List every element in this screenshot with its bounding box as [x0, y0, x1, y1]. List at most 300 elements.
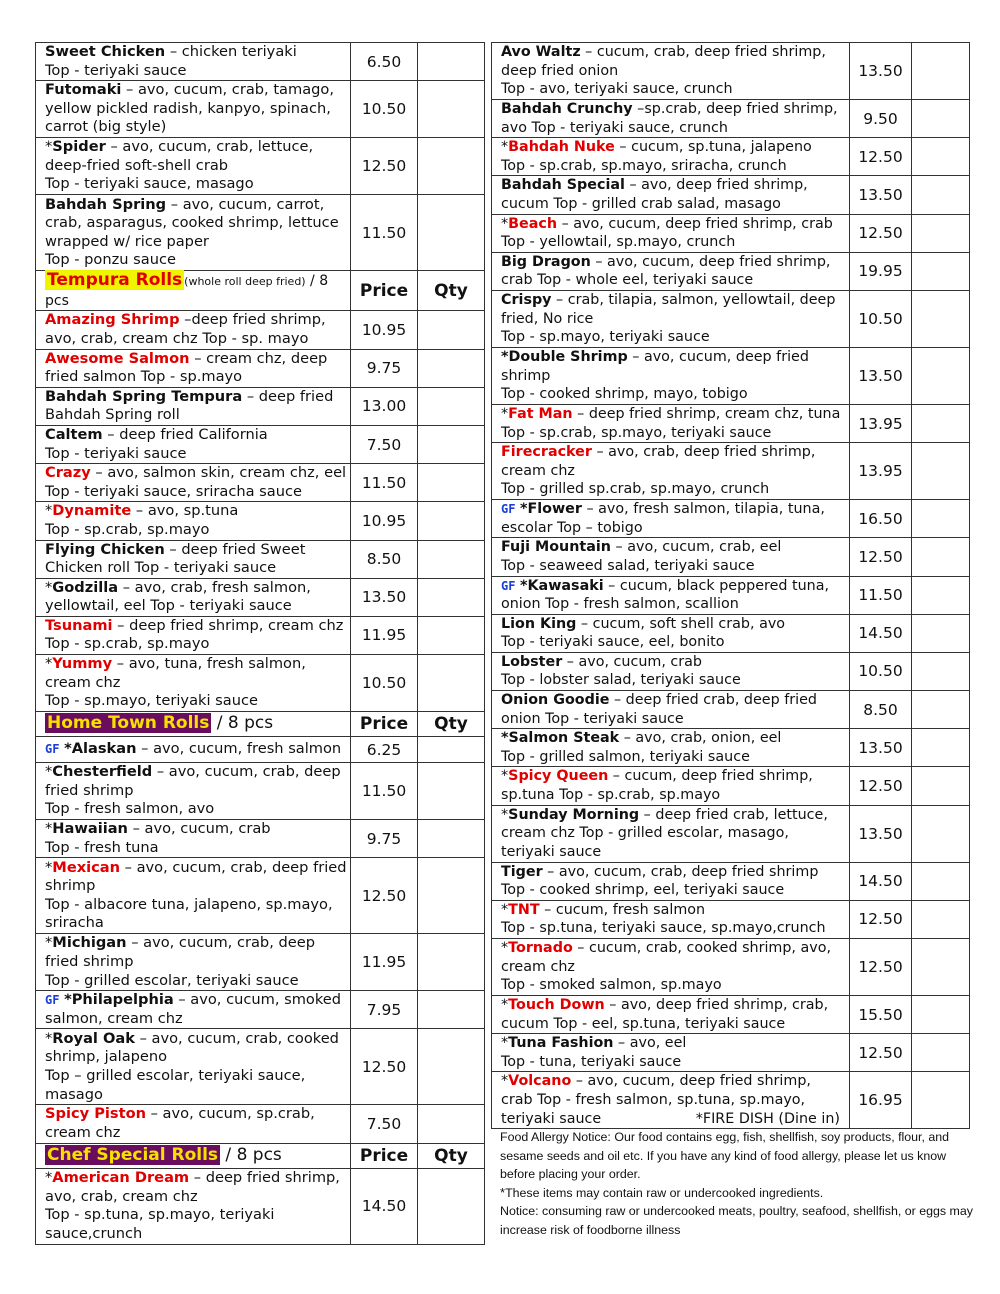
item-price: 12.50 — [850, 138, 912, 176]
item-topping: Top - albacore tuna, jalapeno, sp.mayo, sriracha — [45, 895, 333, 932]
item-name: Spider — [52, 138, 106, 156]
item-price: 15.50 — [850, 996, 912, 1034]
item-topping: Top - sp.mayo, teriyaki sauce — [501, 329, 710, 346]
item-topping: Top - grilled salmon, teriyaki sauce — [501, 748, 750, 765]
item-qty-cell[interactable] — [912, 538, 970, 576]
item-description-cell: *Tornado – cucum, crab, cooked shrimp, avo, cream chz Top - smoked salmon, sp.mayo — [492, 939, 850, 996]
menu-item-row — [36, 858, 485, 934]
item-price: 11.95 — [351, 934, 418, 991]
item-qty-cell[interactable] — [912, 43, 970, 100]
item-ingredients: – deep fried Bahdah Spring roll — [45, 387, 334, 424]
item-name: Michigan — [52, 934, 127, 952]
qty-header: Qty — [418, 1143, 485, 1168]
item-price: 10.50 — [850, 290, 912, 347]
item-description-cell: *Spicy Queen – cucum, deep fried shrimp, sp.tuna Top - sp.crab, sp.mayo — [492, 767, 850, 805]
menu-item-row — [492, 614, 970, 652]
menu-table-right — [491, 42, 970, 1129]
item-name: TNT — [508, 901, 540, 918]
item-price: 16.50 — [850, 500, 912, 538]
item-price: 10.95 — [351, 502, 418, 540]
chef-pcs: / 8 pcs — [220, 1144, 282, 1165]
item-name: Bahdah Special — [501, 177, 625, 194]
chef-section-title: Chef Special Rolls — [47, 1144, 219, 1165]
item-description-cell — [492, 500, 850, 538]
item-price: 12.50 — [850, 1034, 912, 1072]
item-qty-cell[interactable] — [418, 655, 485, 712]
item-qty-cell[interactable] — [912, 347, 970, 404]
item-price: 11.50 — [351, 763, 418, 820]
item-description-cell: *Fat Man – deep fried shrimp, cream chz, tuna Top - sp.crab, sp.mayo, teriyaki sauce — [492, 404, 850, 442]
item-topping: Top - fresh salmon, avo — [45, 800, 215, 818]
item-ingredients: – avo, cucum, carrot, crab, asparagus, cooked shrimp, lettuce wrapped w/ rice paper — [45, 195, 339, 250]
item-qty-cell[interactable] — [418, 502, 485, 540]
item-price: 19.95 — [850, 252, 912, 290]
item-topping: Top – grilled escolar, teriyaki sauce, masago — [45, 1066, 306, 1103]
item-price: 13.50 — [850, 805, 912, 862]
menu-item-row — [492, 691, 970, 729]
item-name: Crazy — [45, 464, 91, 482]
item-qty-cell[interactable] — [418, 1105, 485, 1143]
item-qty-cell[interactable] — [912, 443, 970, 500]
item-qty-cell[interactable] — [912, 767, 970, 805]
item-ingredients: – cucum, black peppered tuna, onion Top - fresh salmon, scallion — [501, 577, 830, 613]
item-name: Tiger — [501, 863, 543, 880]
item-description-cell — [36, 349, 351, 387]
item-ingredients: – avo, cucum, deep fried shrimp — [501, 349, 809, 384]
item-price: 10.50 — [850, 652, 912, 690]
item-description-cell — [36, 43, 351, 81]
menu-item-row — [492, 100, 970, 138]
item-ingredients: – deep fried crab, deep fried onion Top - teriyaki sauce — [501, 692, 817, 727]
item-price: 11.50 — [351, 195, 418, 271]
item-ingredients: – avo, cucum, deep fried shrimp, crab Top - whole eel, teriyaki sauce — [501, 253, 831, 289]
item-ingredients: – avo, cucum, fresh salmon — [136, 740, 342, 758]
item-name: Bahdah Spring Tempura — [45, 387, 243, 405]
item-price: 12.50 — [850, 214, 912, 252]
item-ingredients: –sp.crab, deep fried shrimp, avo Top - teriyaki sauce, crunch — [501, 101, 838, 136]
menu-item-row — [36, 464, 485, 502]
item-name: American Dream — [52, 1168, 190, 1186]
item-ingredients: – avo, cucum, deep fried shrimp, crab Top - yellowtail, sp.mayo, crunch — [501, 215, 833, 251]
menu-item-row — [492, 729, 970, 767]
item-description-cell: *TNT – cucum, fresh salmon Top - sp.tuna, teriyaki sauce, sp.mayo,crunch — [492, 900, 850, 938]
item-qty-cell[interactable] — [912, 900, 970, 938]
item-ingredients: – avo, eel — [613, 1035, 687, 1052]
item-name: *Philapelphia — [64, 991, 174, 1009]
item-topping: Top - sp.crab, sp.mayo, sriracha, crunch — [501, 157, 787, 174]
item-description-cell — [492, 691, 850, 729]
item-ingredients: – cucum, crab, cooked shrimp, avo, cream chz — [501, 940, 832, 975]
item-price: 8.50 — [850, 691, 912, 729]
item-description-cell — [492, 652, 850, 690]
menu-item-row — [36, 1105, 485, 1143]
menu-item-row — [36, 502, 485, 540]
item-topping: Top - teriyaki sauce, eel, bonito — [501, 634, 725, 651]
item-description-cell — [36, 991, 351, 1029]
item-description-cell: *Godzilla – avo, crab, fresh salmon, yellowtail, eel Top - teriyaki sauce — [36, 578, 351, 616]
item-qty-cell[interactable] — [912, 1072, 970, 1129]
item-topping: Top - grilled escolar, teriyaki sauce — [45, 971, 299, 989]
item-description-cell: *Royal Oak – avo, cucum, crab, cooked shrimp, jalapeno Top – grilled escolar, teriyaki sauce, masago — [36, 1029, 351, 1105]
item-extra-note: *FIRE DISH (Dine in) — [695, 1110, 840, 1127]
item-qty-cell[interactable] — [418, 195, 485, 271]
foodborne-notice: Notice: consuming raw or undercooked meats, poultry, seafood, shellfish, or eggs may increase risk of foodborne illness — [500, 1204, 973, 1237]
menu-item-row — [492, 1072, 970, 1129]
menu-item-row — [492, 538, 970, 576]
menu-item-row — [492, 347, 970, 404]
menu-item-row — [36, 616, 485, 654]
item-name: Avo Waltz — [501, 44, 581, 61]
menu-item-row — [36, 387, 485, 425]
item-name: Caltem — [45, 425, 103, 443]
item-ingredients: – avo, deep fried shrimp, cucum Top - grilled crab salad, masago — [501, 177, 808, 212]
item-ingredients: – cucum, fresh salmon — [539, 901, 706, 918]
item-qty-cell[interactable] — [418, 81, 485, 138]
item-price: 13.95 — [850, 443, 912, 500]
item-ingredients: – cucum, sp.tuna, jalapeno — [614, 139, 812, 156]
item-name: Fuji Mountain — [501, 539, 611, 556]
left-menu-column — [35, 42, 485, 1245]
item-description-cell: *Spider – avo, cucum, crab, lettuce, deep-fried soft-shell crab Top - teriyaki sauce, masago — [36, 138, 351, 195]
menu-item-row — [36, 737, 485, 763]
item-qty-cell[interactable] — [418, 858, 485, 934]
menu-item-row — [492, 1034, 970, 1072]
item-description-cell — [492, 100, 850, 138]
price-header: Price — [351, 1143, 418, 1168]
item-name: Spicy Queen — [508, 768, 609, 785]
item-topping: Top - seaweed salad, teriyaki sauce — [501, 557, 755, 574]
item-ingredients: – avo, cucum, crab, deep fried shrimp — [542, 863, 819, 880]
menu-item-row — [36, 425, 485, 463]
item-ingredients: – chicken teriyaki — [165, 43, 297, 60]
item-description-cell: *Tuna Fashion – avo, eel Top - tuna, teriyaki sauce — [492, 1034, 850, 1072]
item-name: Awesome Salmon — [45, 349, 190, 367]
item-topping: Top - smoked salmon, sp.mayo — [501, 977, 722, 994]
item-qty-cell[interactable] — [912, 805, 970, 862]
item-qty-cell[interactable] — [418, 540, 485, 578]
item-qty-cell[interactable] — [418, 991, 485, 1029]
menu-item-row — [492, 805, 970, 862]
item-qty-cell[interactable] — [912, 614, 970, 652]
item-description-cell: *Mexican – avo, cucum, crab, deep fried shrimp Top - albacore tuna, jalapeno, sp.mayo, sriracha — [36, 858, 351, 934]
item-name: Crispy — [501, 292, 552, 309]
item-name: Volcano — [508, 1073, 572, 1090]
item-name: *Kawasaki — [520, 577, 604, 594]
item-ingredients: – avo, cucum, sp.crab, cream chz — [45, 1105, 315, 1142]
menu-item-row — [492, 652, 970, 690]
chef-section-header — [36, 1143, 485, 1168]
item-qty-cell[interactable] — [912, 500, 970, 538]
item-qty-cell[interactable] — [912, 939, 970, 996]
item-topping: Top - lobster salad, teriyaki sauce — [501, 672, 741, 689]
item-description-cell — [492, 729, 850, 767]
item-ingredients: – avo, cucum, crab, lettuce, deep-fried soft-shell crab — [45, 138, 314, 174]
item-price: 7.50 — [351, 1105, 418, 1143]
item-name: Chesterfield — [52, 763, 153, 781]
item-qty-cell[interactable] — [912, 652, 970, 690]
item-description-cell: *Beach – avo, cucum, deep fried shrimp, crab Top - yellowtail, sp.mayo, crunch — [492, 214, 850, 252]
item-name: Tsunami — [45, 616, 113, 634]
item-name: Firecracker — [501, 444, 592, 461]
item-price: 10.50 — [351, 655, 418, 712]
item-qty-cell[interactable] — [418, 387, 485, 425]
item-price: 9.75 — [351, 349, 418, 387]
item-qty-cell[interactable] — [912, 290, 970, 347]
item-qty-cell[interactable] — [418, 820, 485, 858]
item-name: Sunday Morning — [508, 806, 640, 823]
item-qty-cell[interactable] — [418, 43, 485, 81]
item-price: 13.50 — [351, 578, 418, 616]
item-name: Godzilla — [52, 578, 119, 596]
item-qty-cell[interactable] — [912, 729, 970, 767]
item-ingredients: – cucum, deep fried shrimp, sp.tuna Top - sp.crab, sp.mayo — [501, 768, 813, 804]
menu-item-row — [36, 763, 485, 820]
item-ingredients: – deep fried shrimp, avo, crab, cream chz — [45, 1168, 340, 1205]
item-qty-cell[interactable] — [912, 576, 970, 614]
item-topping: Top - teriyaki sauce — [45, 61, 187, 79]
menu-item-row — [492, 138, 970, 176]
item-qty-cell[interactable] — [912, 138, 970, 176]
gluten-free-badge: GF — [45, 993, 60, 1008]
item-ingredients: – avo, cucum, crab, cooked shrimp, jalapeno — [45, 1029, 339, 1066]
item-price: 11.50 — [351, 464, 418, 502]
item-name: *Salmon Steak — [501, 730, 620, 747]
item-qty-cell[interactable] — [418, 464, 485, 502]
item-price: 13.50 — [850, 347, 912, 404]
allergy-notice: Food Allergy Notice: Our food contains egg, fish, shellfish, soy products, flour, and sesame seeds and oil etc. If you have any kind of food allergy, please let us know before placing your order. — [500, 1130, 950, 1182]
menu-item-row — [492, 43, 970, 100]
item-ingredients: – avo, cucum, deep fried shrimp, crab Top - fresh salmon, sp.tuna, sp.mayo, teriyaki sauce — [501, 1073, 811, 1127]
item-qty-cell[interactable] — [912, 1034, 970, 1072]
item-ingredients: – deep fried crab, lettuce, cream chz Top - grilled escolar, masago, teriyaki sauce — [501, 806, 828, 860]
item-name: Bahdah Crunchy — [501, 101, 633, 117]
item-description-cell: *Volcano – avo, cucum, deep fried shrimp, crab Top - fresh salmon, sp.tuna, sp.mayo, teriyaki sauce *FIRE DISH (Dine in) — [492, 1072, 850, 1129]
menu-item-row — [36, 820, 485, 858]
item-ingredients: – avo, fresh salmon, tilapia, tuna, escolar Top – tobigo — [501, 501, 825, 536]
item-topping: Top - sp.tuna, teriyaki sauce, sp.mayo,crunch — [501, 920, 826, 937]
item-name: Spicy Piston — [45, 1105, 146, 1123]
item-qty-cell[interactable] — [418, 763, 485, 820]
item-description-cell: *Chesterfield – avo, cucum, crab, deep fried shrimp Top - fresh salmon, avo — [36, 763, 351, 820]
item-ingredients: – avo, cucum, crab — [562, 653, 702, 670]
menu-item-row — [492, 252, 970, 290]
item-qty-cell[interactable] — [912, 252, 970, 290]
item-ingredients: – cream chz, deep fried salmon Top - sp.mayo — [45, 349, 328, 386]
item-price: 6.50 — [351, 43, 418, 81]
item-qty-cell[interactable] — [912, 214, 970, 252]
menu-item-row — [492, 290, 970, 347]
item-description-cell: *Michigan – avo, cucum, crab, deep fried shrimp Top - grilled escolar, teriyaki sauce — [36, 934, 351, 991]
hometown-pcs: / 8 pcs — [211, 713, 274, 734]
menu-item-row — [36, 540, 485, 578]
item-qty-cell[interactable] — [418, 578, 485, 616]
item-price: 12.50 — [351, 1029, 418, 1105]
item-name: Dynamite — [52, 502, 132, 520]
menu-item-row — [36, 349, 485, 387]
menu-item-row — [36, 195, 485, 271]
item-description-cell — [36, 311, 351, 349]
item-name: Onion Goodie — [501, 692, 610, 709]
item-ingredients: – avo, crab, deep fried shrimp, cream chz — [501, 444, 816, 479]
item-ingredients: – deep fried shrimp, cream chz, tuna Top - sp.crab, sp.mayo, teriyaki sauce — [501, 405, 841, 441]
menu-item-row — [492, 576, 970, 614]
menu-item-row — [36, 655, 485, 712]
item-description-cell — [36, 616, 351, 654]
qty-header: Qty — [418, 712, 485, 737]
item-description-cell: *Dynamite – avo, sp.tuna Top - sp.crab, sp.mayo — [36, 502, 351, 540]
hometown-section-header — [36, 712, 485, 737]
tempura-section-header — [36, 271, 485, 311]
qty-header: Qty — [418, 271, 485, 311]
item-price: 11.95 — [351, 616, 418, 654]
item-name: Lobster — [501, 653, 563, 670]
item-price: 12.50 — [351, 138, 418, 195]
item-ingredients: – cucum, soft shell crab, avo — [576, 615, 786, 632]
item-name: *Double Shrimp — [501, 349, 628, 366]
item-price: 13.50 — [850, 43, 912, 100]
item-qty-cell[interactable] — [418, 311, 485, 349]
item-description-cell — [492, 862, 850, 900]
item-description-cell — [36, 737, 351, 763]
item-name: Tornado — [508, 940, 573, 957]
item-description-cell — [492, 176, 850, 214]
menu-item-row — [36, 43, 485, 81]
item-ingredients: – deep fried shrimp, cream chz Top - sp.crab, sp.mayo — [45, 616, 344, 653]
menu-item-row — [36, 1029, 485, 1105]
item-price: 12.50 — [850, 538, 912, 576]
item-ingredients: – avo, deep fried shrimp, crab, cucum Top - eel, sp.tuna, teriyaki sauce — [501, 997, 829, 1032]
item-description-cell — [492, 576, 850, 614]
item-ingredients: – avo, cucum, crab, eel — [610, 539, 782, 556]
item-description-cell: *Sunday Morning – deep fried crab, lettuce, cream chz Top - grilled escolar, masago, teriyaki sauce — [492, 805, 850, 862]
item-price: 9.50 — [850, 100, 912, 138]
item-qty-cell[interactable] — [912, 404, 970, 442]
menu-item-row — [36, 81, 485, 138]
item-ingredients: –deep fried shrimp, avo, crab, cream chz Top - sp. mayo — [45, 311, 326, 347]
menu-item-row — [492, 214, 970, 252]
raw-notice: *These items may contain raw or undercooked ingredients. — [500, 1184, 824, 1200]
item-topping: Top - fresh tuna — [45, 838, 159, 856]
menu-item-row — [492, 176, 970, 214]
item-topping: Top - sp.mayo, teriyaki sauce — [45, 692, 258, 710]
item-qty-cell[interactable] — [912, 996, 970, 1034]
item-name: *Alaskan — [64, 740, 137, 758]
item-name: Fat Man — [508, 405, 573, 422]
menu-item-row — [492, 900, 970, 938]
item-topping: Top - cooked shrimp, eel, teriyaki sauce — [501, 882, 785, 899]
item-price: 14.50 — [850, 614, 912, 652]
item-ingredients: – avo, cucum, crab, deep fried shrimp — [45, 858, 347, 895]
item-description-cell — [36, 1105, 351, 1143]
menu-item-row — [492, 500, 970, 538]
item-ingredients: – avo, cucum, crab, deep fried shrimp — [45, 934, 315, 970]
item-description-cell — [36, 81, 351, 138]
item-description-cell — [36, 387, 351, 425]
item-topping: Top - tuna, teriyaki sauce — [501, 1053, 682, 1070]
item-name: *Flower — [520, 501, 582, 518]
item-description-cell: *Bahdah Nuke – cucum, sp.tuna, jalapeno Top - sp.crab, sp.mayo, sriracha, crunch — [492, 138, 850, 176]
item-qty-cell[interactable] — [912, 100, 970, 138]
item-ingredients: – avo, tuna, fresh salmon, cream chz — [45, 655, 306, 691]
item-qty-cell[interactable] — [418, 737, 485, 763]
item-ingredients: – deep fried Sweet Chicken roll Top - teriyaki sauce — [45, 540, 306, 577]
price-header: Price — [351, 712, 418, 737]
item-qty-cell[interactable] — [912, 691, 970, 729]
menu-item-row — [36, 311, 485, 349]
item-topping: Top - teriyaki sauce, masago — [45, 175, 254, 193]
item-qty-cell[interactable] — [418, 138, 485, 195]
item-description-cell: *Yummy – avo, tuna, fresh salmon, cream chz Top - sp.mayo, teriyaki sauce — [36, 655, 351, 712]
item-ingredients: – avo, cucum, crab, deep fried shrimp — [45, 763, 341, 799]
item-qty-cell[interactable] — [912, 176, 970, 214]
item-qty-cell[interactable] — [418, 425, 485, 463]
menu-item-row — [36, 138, 485, 195]
menu-item-row — [492, 996, 970, 1034]
item-name: Futomaki — [45, 81, 122, 99]
item-description-cell — [36, 425, 351, 463]
item-ingredients: – avo, cucum, crab, tamago, yellow pickled radish, kanpyo, spinach, carrot (big style) — [45, 81, 334, 136]
item-description-cell — [36, 464, 351, 502]
item-qty-cell[interactable] — [418, 1029, 485, 1105]
menu-item-row — [492, 939, 970, 996]
item-name: Yummy — [52, 655, 113, 673]
item-price: 13.50 — [850, 729, 912, 767]
item-price: 7.95 — [351, 991, 418, 1029]
item-price: 12.50 — [850, 900, 912, 938]
notes-block — [500, 1128, 980, 1240]
item-topping: Top - sp.tuna, sp.mayo, teriyaki sauce,crunch — [45, 1206, 275, 1242]
item-name: Royal Oak — [52, 1029, 135, 1047]
item-ingredients: – avo, crab, onion, eel — [619, 730, 782, 747]
item-price: 14.50 — [351, 1168, 418, 1244]
item-topping: Top - ponzu sauce — [45, 251, 176, 269]
menu-item-row — [36, 578, 485, 616]
item-description-cell — [36, 540, 351, 578]
tempura-pcs: / 8 pcs — [45, 273, 329, 309]
item-name: Beach — [508, 215, 558, 232]
item-price: 14.50 — [850, 862, 912, 900]
menu-item-row — [492, 404, 970, 442]
item-qty-cell[interactable] — [418, 1168, 485, 1244]
item-name: Amazing Shrimp — [45, 311, 180, 329]
item-name: Bahdah Spring — [45, 195, 167, 213]
item-qty-cell[interactable] — [418, 934, 485, 991]
gluten-free-badge: GF — [45, 742, 60, 757]
item-name: Hawaiian — [52, 820, 128, 838]
item-topping: Top - teriyaki sauce — [45, 444, 187, 462]
item-topping: Top - avo, teriyaki sauce, crunch — [501, 81, 733, 98]
item-price: 12.50 — [351, 858, 418, 934]
item-topping: Top - sp.crab, sp.mayo — [45, 520, 210, 538]
item-ingredients: – avo, crab, fresh salmon, yellowtail, eel Top - teriyaki sauce — [45, 578, 311, 615]
item-ingredients: – cucum, crab, deep fried shrimp, deep fried onion — [501, 44, 826, 79]
item-price: 16.95 — [850, 1072, 912, 1129]
item-price: 12.50 — [850, 939, 912, 996]
item-qty-cell[interactable] — [912, 862, 970, 900]
item-qty-cell[interactable] — [418, 616, 485, 654]
item-name: Tuna Fashion — [508, 1035, 614, 1052]
hometown-section-title: Home Town Rolls — [47, 713, 210, 734]
item-ingredients: – crab, tilapia, salmon, yellowtail, deep fried, No rice — [501, 292, 836, 327]
tempura-section-title: Tempura Rolls — [47, 270, 183, 291]
item-qty-cell[interactable] — [418, 349, 485, 387]
item-description-cell: *American Dream – deep fried shrimp, avo, crab, cream chz Top - sp.tuna, sp.mayo, teriyaki sauce,crunch — [36, 1168, 351, 1244]
item-description-cell: *Hawaiian – avo, cucum, crab Top - fresh tuna — [36, 820, 351, 858]
right-menu-column — [491, 42, 970, 1129]
item-description-cell — [492, 347, 850, 404]
item-description-cell — [36, 195, 351, 271]
item-name: Bahdah Nuke — [508, 139, 615, 156]
